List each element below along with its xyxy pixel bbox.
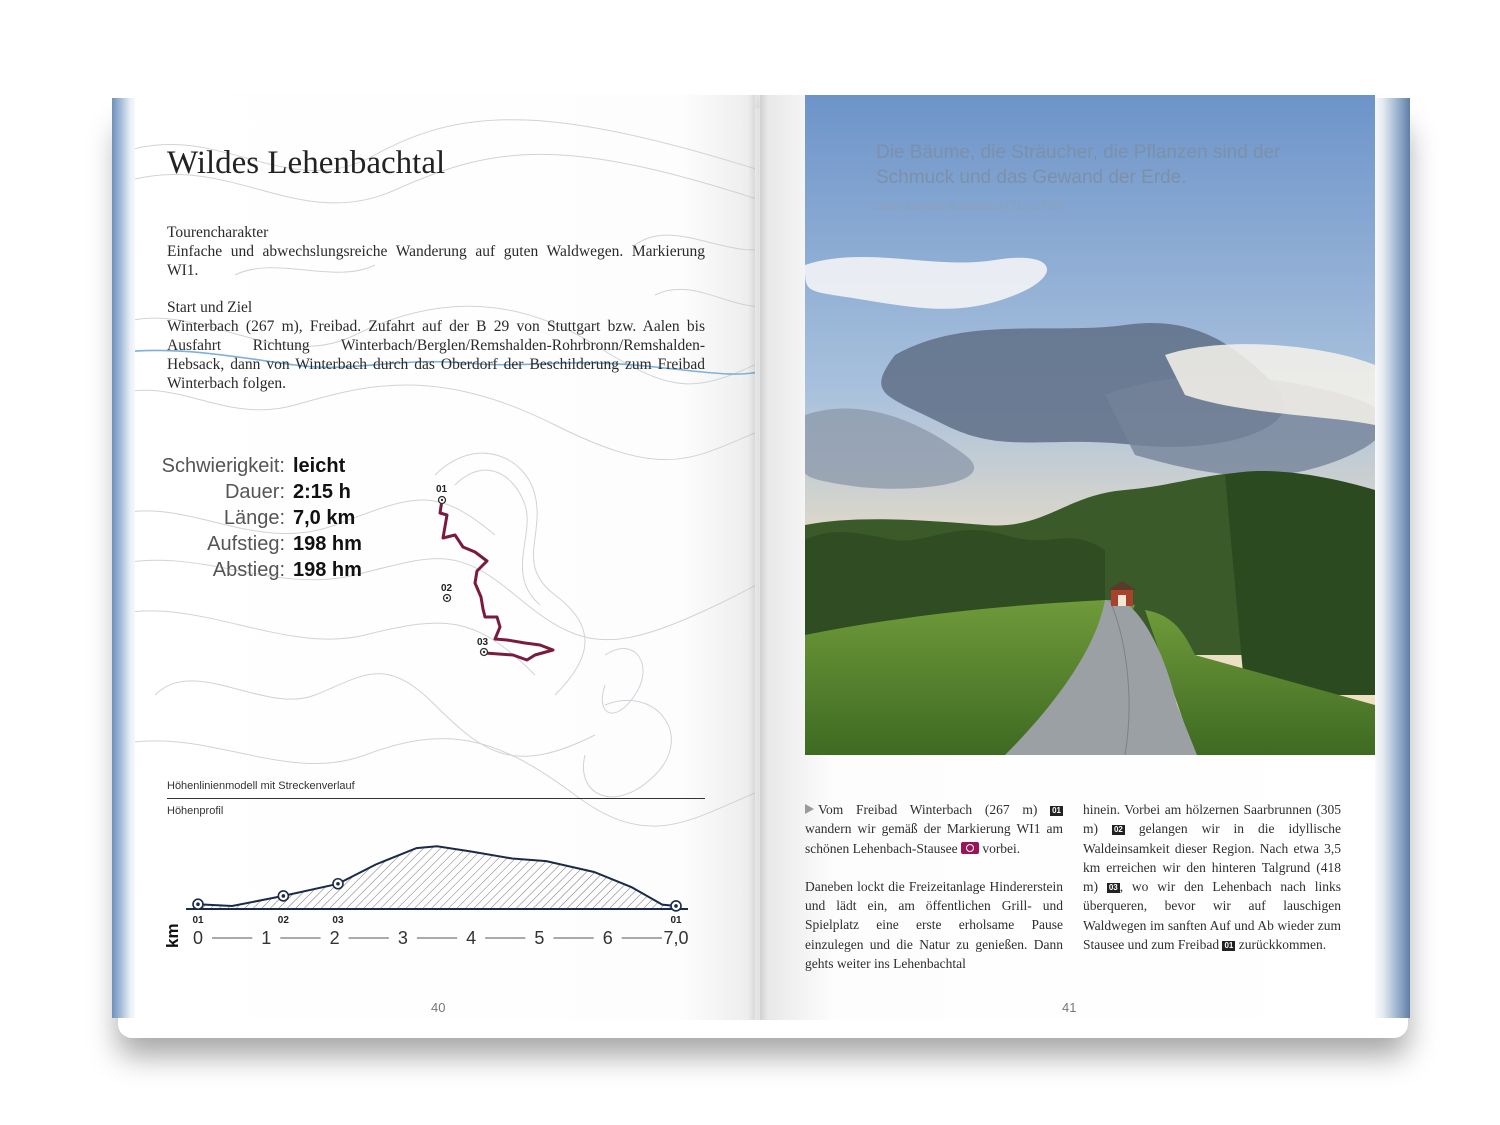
waypoint-marker <box>477 637 489 656</box>
text-column-2 <box>1083 800 1341 954</box>
waypoint-dot <box>674 904 678 908</box>
waypoint-label: 03 <box>332 915 344 926</box>
text-run: vorbei. <box>982 840 1021 856</box>
profile-waypoint <box>192 899 204 926</box>
waypoint-label: 03 <box>477 637 489 648</box>
elevation-profile-chart <box>160 823 700 963</box>
waypoint-03-icon: 03 <box>1108 883 1118 893</box>
stat-label: Aufstieg: <box>207 533 285 555</box>
play-icon <box>805 804 814 814</box>
landscape-photo-image <box>805 95 1375 755</box>
paragraph <box>1083 800 1341 954</box>
paragraph <box>805 800 1063 858</box>
caption-divider <box>167 798 705 799</box>
waypoint-dot <box>336 882 340 886</box>
stat-value: 198 hm <box>293 533 362 555</box>
waypoint-marker <box>436 484 448 504</box>
book-gutter <box>748 95 768 1020</box>
stat-label: Abstieg: <box>212 559 285 581</box>
tour-character-text: Einfache und abwechslungsreiche Wanderung auf guten Waldwegen. Markierung WI1. <box>167 243 705 279</box>
route-line <box>440 500 553 660</box>
waypoint-label: 01 <box>192 915 204 926</box>
text-run: hinein. Vorbei am hölzernen Saarbrunnen (305 m) <box>1083 802 1341 837</box>
waypoint-marker <box>441 583 453 602</box>
x-tick-label: 7,0 <box>663 928 689 948</box>
waypoint-label: 02 <box>441 583 453 594</box>
quote-text: Die Bäume, die Sträucher, die Pflanzen sind der Schmuck und das Gewand der Erde. <box>876 142 1281 188</box>
paragraph: Daneben lockt die Freizeitanlage Hindererstein und lädt ein, am öffentlichen Grill- und Spielplatz eine erste erholsame Pause einzulegen und die Natur zu genießen. Dann gehts weiter ins Lehenbachtal <box>805 878 1063 972</box>
waypoint-01-icon: 01 <box>1224 941 1234 951</box>
start-text: Winterbach (267 m), Freibad. Zufahrt auf der B 29 von Stuttgart bzw. Aalen bis Ausfahrt Richtung Winterbach/Berglen/Remshalden-Rohrbronn/Remshalden-Hebsack, dann von Winterbach durch das Oberdorf der Beschilderung zum Freibad Winterbach folgen. <box>167 318 705 392</box>
page-number-left: 40 <box>431 1000 446 1015</box>
waypoint-dot <box>282 894 286 898</box>
waypoint-dot <box>196 902 200 906</box>
stat-label: Dauer: <box>224 481 285 503</box>
right-page <box>760 95 1375 1020</box>
stat-label: Länge: <box>223 507 285 529</box>
text-run: wandern wir gemäß der Markierung WI1 am schönen Lehenbach-Stausee <box>805 821 1063 856</box>
page-title: Wildes Lehenbachtal <box>167 145 446 181</box>
waypoint-01-icon: 01 <box>1052 806 1061 815</box>
book-edge-right <box>1372 98 1410 1018</box>
text-run: gelangen wir in die idyllische Waldeinsamkeit dieser Region. Nach etwa 3,5 km erreichen wir den hinteren Talgrund (418 m) <box>1083 821 1341 895</box>
x-tick-label: 3 <box>397 928 408 948</box>
page-number-right: 41 <box>1062 1000 1077 1015</box>
profile-waypoint <box>670 901 682 926</box>
waypoint-label: 02 <box>277 915 289 926</box>
stat-label: Schwierigkeit: <box>161 455 285 477</box>
x-axis-label: km <box>163 923 182 948</box>
landscape-photo <box>805 95 1375 755</box>
x-tick-label: 1 <box>261 928 272 948</box>
left-page <box>135 95 755 1020</box>
x-tick-label: 2 <box>329 928 340 948</box>
profile-caption: Höhenprofil <box>167 805 224 817</box>
stat-value: 2:15 h <box>293 481 351 503</box>
x-tick-label: 6 <box>602 928 613 948</box>
stat-value: leicht <box>293 455 346 477</box>
text-column-1 <box>805 800 1063 973</box>
x-tick-label: 4 <box>466 928 477 948</box>
text-run: Vom Freibad Winterbach (267 m) <box>818 802 1038 817</box>
map-caption: Höhenlinienmodell mit Streckenverlauf <box>167 780 355 792</box>
x-tick-label: 5 <box>534 928 545 948</box>
tour-character-heading: Tourencharakter <box>167 224 269 241</box>
text-run: , wo wir den Lehenbach nach links überqueren, bevor wir auf lauschigen Waldwegen im sanften Auf und Ab wieder zum Stausee und zum Freibad <box>1083 879 1341 953</box>
waypoint-02-icon: 02 <box>1113 825 1123 835</box>
quote-author: Jean-Jacques Rousseau (1712–1778) <box>876 201 1063 213</box>
x-tick-label: 0 <box>192 928 204 948</box>
camera-icon <box>961 842 979 854</box>
text-run: zurückkommen. <box>1238 937 1327 953</box>
stat-value: 198 hm <box>293 559 362 581</box>
waypoint-label: 01 <box>436 484 448 495</box>
waypoint-label: 01 <box>670 915 682 926</box>
start-heading: Start und Ziel <box>167 299 253 316</box>
stat-value: 7,0 km <box>293 507 356 529</box>
